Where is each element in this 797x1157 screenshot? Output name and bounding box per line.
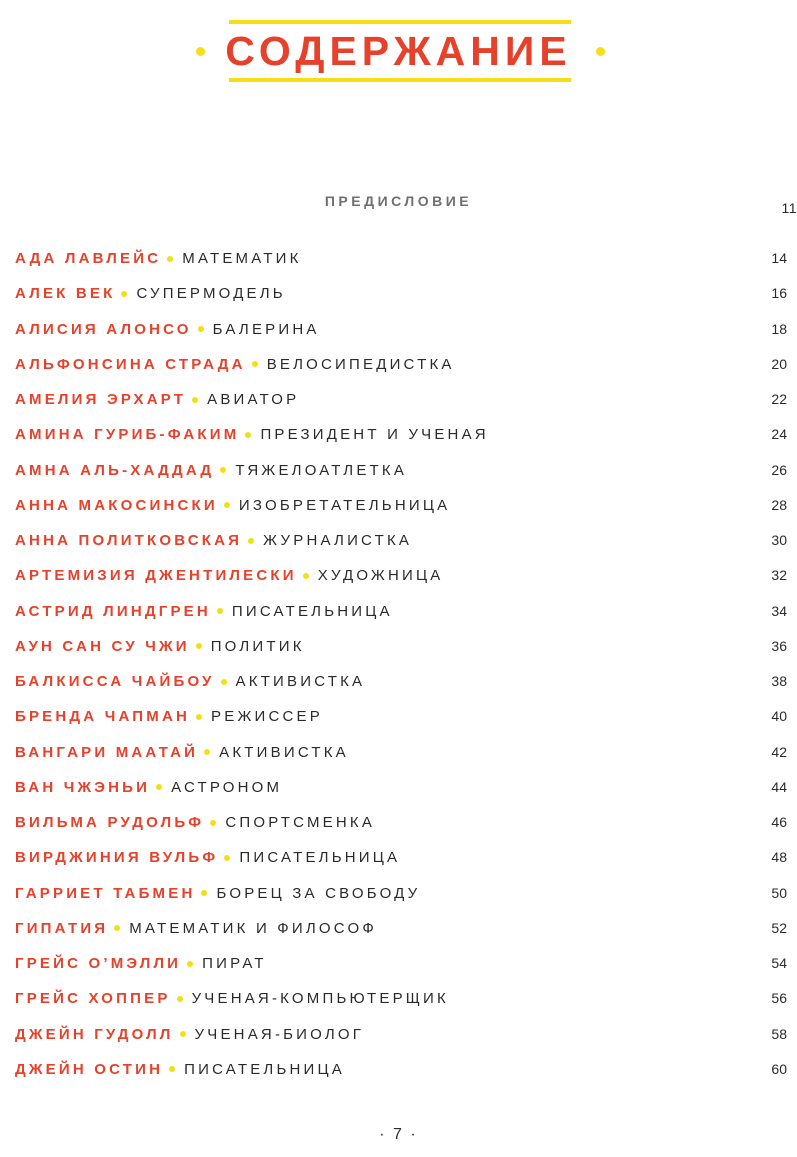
bullet-dot-icon <box>167 256 173 262</box>
bullet-dot-icon <box>210 820 216 826</box>
toc-profession: ЖУРНАЛИСТКА <box>263 532 413 550</box>
bullet-dot-icon <box>196 714 202 720</box>
bullet-dot-icon <box>248 538 254 544</box>
toc-profession: УЧЕНАЯ-БИОЛОГ <box>194 1025 365 1043</box>
toc-profession: РЕЖИССЕР <box>211 708 323 726</box>
toc-person-name: АМНА АЛЬ-ХАДДАД <box>15 461 215 479</box>
bullet-dot-icon <box>221 679 227 685</box>
toc-page-number: 34 <box>771 602 787 619</box>
toc-row[interactable] <box>15 558 787 593</box>
bullet-dot-icon <box>121 291 127 297</box>
bullet-dot-icon <box>177 996 183 1002</box>
toc-page-number: 58 <box>771 1025 787 1042</box>
toc-row[interactable] <box>15 382 787 417</box>
toc-row[interactable] <box>15 1052 787 1087</box>
toc-profession: СУПЕРМОДЕЛЬ <box>136 285 286 303</box>
title-top-rule <box>229 20 571 24</box>
preface-label: ПРЕДИСЛОВИЕ <box>324 193 473 209</box>
toc-profession: ВЕЛОСИПЕДИСТКА <box>266 355 455 373</box>
toc-row[interactable] <box>15 840 787 875</box>
toc-person-name: ДЖЕЙН ОСТИН <box>15 1060 164 1078</box>
toc-row[interactable] <box>15 699 787 734</box>
toc-page-number: 18 <box>771 320 787 337</box>
bullet-dot-icon <box>114 925 120 931</box>
bullet-dot-icon <box>220 467 226 473</box>
bullet-dot-icon <box>224 502 230 508</box>
toc-profession: АКТИВИСТКА <box>235 673 366 691</box>
toc-row[interactable] <box>15 347 787 382</box>
toc-row[interactable] <box>15 523 787 558</box>
toc-person-name: ДЖЕЙН ГУДОЛЛ <box>15 1025 174 1043</box>
toc-profession: УЧЕНАЯ-КОМПЬЮТЕРЩИК <box>191 990 449 1008</box>
bullet-dot-icon <box>192 397 198 403</box>
toc-page-number: 46 <box>771 814 787 830</box>
table-of-contents <box>15 241 787 1087</box>
toc-page-number: 26 <box>771 461 787 478</box>
toc-profession: ПРЕЗИДЕНТ И УЧЕНАЯ <box>260 426 489 444</box>
toc-person-name: АННА ПОЛИТКОВСКАЯ <box>15 532 243 550</box>
toc-row[interactable] <box>15 594 787 629</box>
toc-row[interactable] <box>15 911 787 946</box>
toc-profession: СПОРТСМЕНКА <box>225 814 376 832</box>
toc-page-number: 16 <box>771 285 787 302</box>
toc-row[interactable] <box>15 453 787 488</box>
toc-row[interactable] <box>15 770 787 805</box>
toc-profession: БАЛЕРИНА <box>212 320 320 338</box>
toc-person-name: БАЛКИССА ЧАЙБОУ <box>15 673 215 691</box>
toc-row[interactable] <box>15 417 787 452</box>
toc-person-name: ГИПАТИЯ <box>15 919 109 937</box>
toc-row[interactable] <box>15 488 787 523</box>
title-banner <box>0 18 797 86</box>
toc-row[interactable] <box>15 876 787 911</box>
toc-profession: АКТИВИСТКА <box>219 743 349 761</box>
toc-page-number: 40 <box>771 708 787 725</box>
toc-row[interactable] <box>15 805 787 840</box>
toc-page-number: 36 <box>771 637 787 654</box>
page-number: · 7 · <box>379 1126 418 1143</box>
bullet-dot-icon <box>196 643 202 649</box>
toc-person-name: АРТЕМИЗИЯ ДЖЕНТИЛЕСКИ <box>15 567 297 585</box>
bullet-dot-icon <box>252 361 258 367</box>
toc-page-number: 60 <box>771 1060 787 1077</box>
toc-page-number: 52 <box>771 919 787 936</box>
toc-row[interactable] <box>15 946 787 981</box>
toc-person-name: АЛИСИЯ АЛОНСО <box>15 320 192 338</box>
toc-profession: ПИСАТЕЛЬНИЦА <box>239 849 401 867</box>
toc-person-name: АДА ЛАВЛЕЙС <box>15 250 162 268</box>
toc-person-name: АЛЬФОНСИНА СТРАДА <box>15 355 246 373</box>
toc-page-number: 50 <box>771 884 787 901</box>
toc-profession: АСТРОНОМ <box>171 778 283 796</box>
preface-page: 11 <box>781 200 797 216</box>
bullet-dot-icon <box>224 855 230 861</box>
toc-profession: ПИРАТ <box>202 955 267 973</box>
bullet-dot-icon <box>187 961 193 967</box>
page-title: СОДЕРЖАНИЕ <box>225 28 572 74</box>
toc-profession: МАТЕМАТИК И ФИЛОСОФ <box>129 919 377 937</box>
toc-page-number: 48 <box>771 849 787 866</box>
toc-page-number: 30 <box>771 532 787 548</box>
toc-page-number: 54 <box>771 955 787 971</box>
bullet-dot-icon <box>169 1066 175 1072</box>
bullet-dot-icon <box>204 749 210 755</box>
toc-profession: ПИСАТЕЛЬНИЦА <box>231 602 393 620</box>
toc-row[interactable] <box>15 241 787 276</box>
toc-page-number: 56 <box>771 990 787 1007</box>
toc-profession: АВИАТОР <box>207 391 300 409</box>
toc-page-number: 22 <box>771 391 787 407</box>
toc-page-number: 14 <box>771 250 787 266</box>
toc-profession: ХУДОЖНИЦА <box>317 567 444 585</box>
toc-page-number: 44 <box>771 778 787 795</box>
toc-page-number: 42 <box>771 743 787 760</box>
toc-person-name: ВАН ЧЖЭНЬИ <box>15 778 151 796</box>
bullet-dot-icon <box>180 1031 186 1037</box>
toc-profession: ПИСАТЕЛЬНИЦА <box>184 1060 346 1078</box>
toc-row[interactable] <box>15 735 787 770</box>
toc-person-name: ГРЕЙС О’МЭЛЛИ <box>15 955 182 973</box>
toc-row[interactable] <box>15 312 787 347</box>
toc-person-name: АННА МАКОСИНСКИ <box>15 496 218 514</box>
toc-profession: ТЯЖЕЛОАТЛЕТКА <box>235 461 408 479</box>
toc-row[interactable] <box>15 276 787 311</box>
title-bottom-rule <box>229 78 571 82</box>
toc-row[interactable] <box>15 664 787 699</box>
toc-person-name: АСТРИД ЛИНДГРЕН <box>15 602 211 620</box>
toc-person-name: БРЕНДА ЧАПМАН <box>15 708 191 726</box>
toc-person-name: ВИРДЖИНИЯ ВУЛЬФ <box>15 849 219 867</box>
toc-person-name: ВИЛЬМА РУДОЛЬФ <box>15 814 205 832</box>
title-right-dot-icon <box>596 47 605 56</box>
bullet-dot-icon <box>303 573 309 579</box>
preface-entry[interactable] <box>0 191 797 216</box>
toc-person-name: АУН САН СУ ЧЖИ <box>15 637 190 655</box>
bullet-dot-icon <box>198 326 204 332</box>
toc-row[interactable] <box>15 1017 787 1052</box>
toc-person-name: АМЕЛИЯ ЭРХАРТ <box>15 391 187 409</box>
bullet-dot-icon <box>245 432 251 438</box>
toc-row[interactable] <box>15 981 787 1016</box>
bullet-dot-icon <box>201 890 207 896</box>
toc-page-number: 24 <box>771 426 787 443</box>
toc-profession: БОРЕЦ ЗА СВОБОДУ <box>216 884 421 902</box>
toc-row[interactable] <box>15 629 787 664</box>
toc-page-number: 32 <box>771 567 787 584</box>
toc-page-number: 38 <box>771 673 787 689</box>
bullet-dot-icon <box>156 784 162 790</box>
toc-page-number: 28 <box>771 496 787 513</box>
toc-profession: МАТЕМАТИК <box>182 250 302 268</box>
toc-person-name: ГРЕЙС ХОППЕР <box>15 990 171 1008</box>
toc-person-name: ГАРРИЕТ ТАБМЕН <box>15 884 196 902</box>
toc-person-name: ВАНГАРИ МААТАЙ <box>15 743 199 761</box>
toc-page-number: 20 <box>771 355 787 372</box>
toc-profession: ПОЛИТИК <box>210 637 305 655</box>
toc-person-name: АЛЕК ВЕК <box>15 285 116 303</box>
bullet-dot-icon <box>217 608 223 614</box>
toc-profession: ИЗОБРЕТАТЕЛЬНИЦА <box>238 496 451 514</box>
toc-person-name: АМИНА ГУРИБ-ФАКИМ <box>15 426 240 444</box>
